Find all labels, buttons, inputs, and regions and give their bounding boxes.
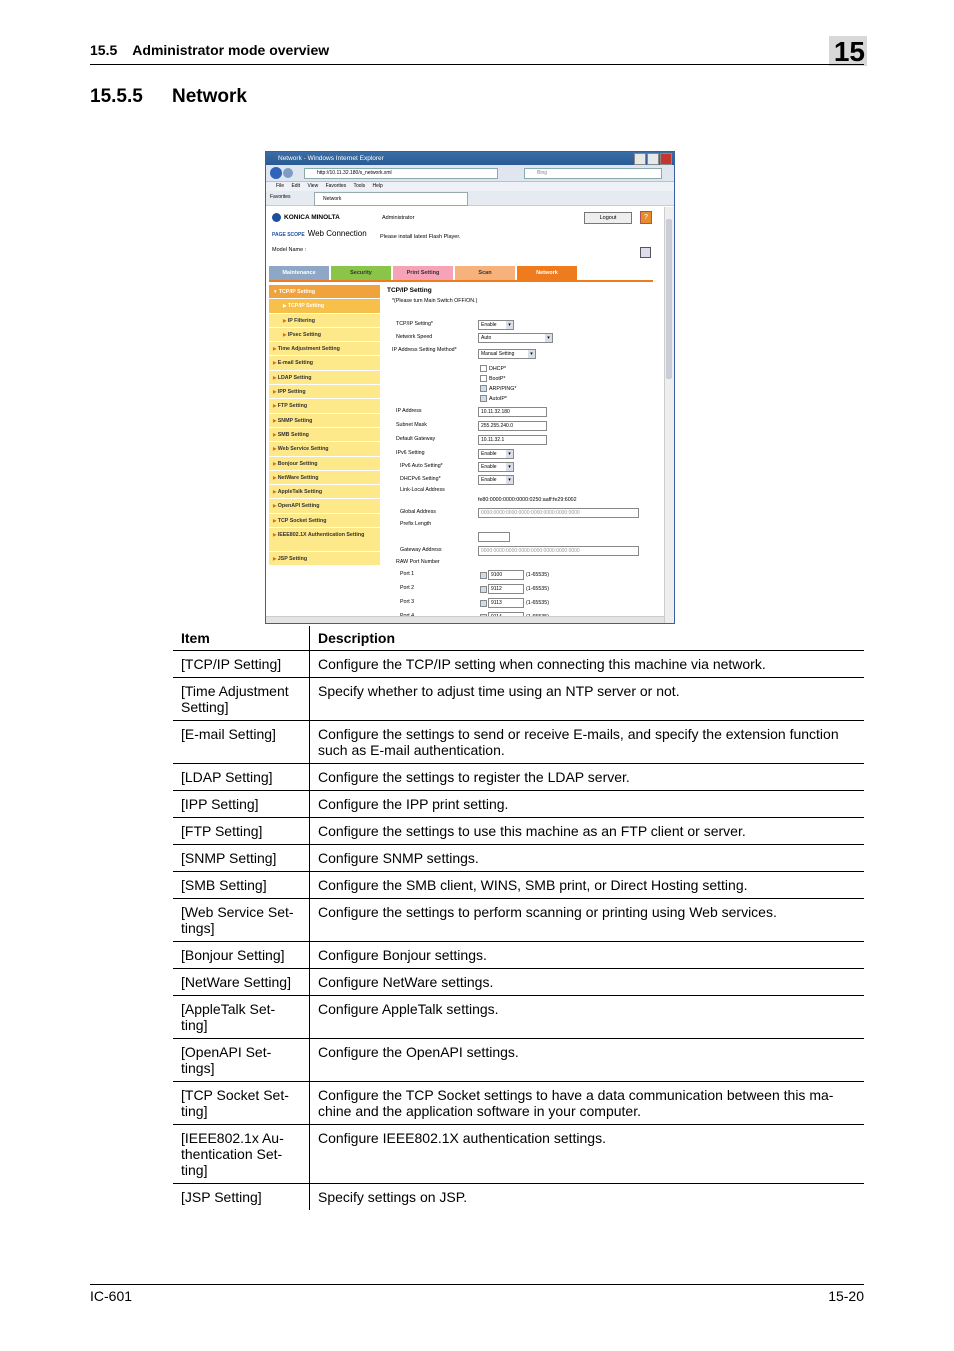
linklocal-label: Link-Local Address bbox=[400, 487, 445, 493]
cell-description: Specify settings on JSP. bbox=[318, 1189, 468, 1205]
sidebar-item[interactable]: ▶ IPP Setting bbox=[269, 385, 380, 399]
prefix-label: Prefix Length bbox=[400, 521, 432, 527]
cell-item: [SNMP Setting] bbox=[173, 845, 310, 872]
admin-label: Administrator bbox=[382, 215, 415, 221]
table-row bbox=[173, 651, 864, 678]
window-title: Network - Windows Internet Explorer bbox=[278, 155, 384, 162]
sidebar-item[interactable]: ▶ AppleTalk Setting bbox=[269, 485, 380, 499]
table-row bbox=[173, 845, 864, 872]
gwaddr-label: Gateway Address bbox=[400, 547, 442, 553]
footer-page-number: 15-20 bbox=[828, 1288, 864, 1304]
tab-maintenance[interactable]: Maintenance bbox=[269, 266, 329, 280]
cell-description: Configure the IPP print setting. bbox=[310, 791, 865, 818]
mask-input[interactable]: 255.255.240.0 bbox=[478, 421, 547, 431]
table-row bbox=[173, 1125, 864, 1184]
sidebar-item[interactable]: ▶ IEEE802.1X Authentication Setting bbox=[269, 528, 380, 552]
table-row bbox=[173, 818, 864, 845]
table-row bbox=[173, 996, 864, 1039]
section-heading bbox=[90, 86, 247, 108]
sidebar-item[interactable]: ▶ NetWare Setting bbox=[269, 471, 380, 485]
web-connection-logo: PAGE SCOPE Web Connection bbox=[272, 229, 367, 238]
web-page bbox=[266, 207, 664, 623]
form-title: TCP/IP Setting bbox=[387, 287, 432, 294]
port3-input[interactable]: 9113 bbox=[488, 598, 524, 608]
ipv6-label: IPv6 Setting bbox=[396, 450, 425, 456]
cell-item: [Time Adjustment Setting] bbox=[173, 678, 310, 721]
gateway-input[interactable]: 10.11.32.1 bbox=[478, 435, 547, 445]
mode-tabs bbox=[269, 266, 579, 280]
speed-select[interactable]: Auto ▾ bbox=[478, 333, 553, 343]
cell-item: [Bonjour Setting] bbox=[173, 942, 310, 969]
arp-checkbox[interactable]: ARP/PING* bbox=[480, 385, 516, 392]
cell-description: Configure IEEE802.1X authentication settings. bbox=[310, 1125, 865, 1184]
scrollbar-thumb[interactable] bbox=[666, 219, 672, 379]
cell-description: Configure the TCP/IP setting when connecting this machine via network. bbox=[310, 651, 865, 678]
table-row bbox=[173, 791, 864, 818]
table-header-row bbox=[173, 626, 864, 651]
sidebar-item[interactable]: ▶ E-mail Setting bbox=[269, 356, 380, 370]
settings-table bbox=[173, 626, 864, 1210]
footer-rule bbox=[90, 1284, 864, 1285]
ipv6-select[interactable]: Enable ▾ bbox=[478, 449, 514, 459]
cell-description: Configure NetWare settings. bbox=[310, 969, 865, 996]
port1-label: Port 1 bbox=[400, 571, 415, 577]
tcpip-select[interactable]: Enable ▾ bbox=[478, 320, 514, 330]
dhcpv6-select[interactable]: Enable ▾ bbox=[478, 475, 514, 485]
running-header-section: 15.5 Administrator mode overview bbox=[90, 42, 330, 58]
gwaddr-input[interactable]: 0000:0000:0000:0000:0000:0000:0000:0000 bbox=[478, 546, 639, 556]
cell-item: [JSP Setting] bbox=[173, 1184, 310, 1211]
table-row bbox=[173, 1184, 864, 1211]
cell-item: [SMB Setting] bbox=[173, 872, 310, 899]
maximize-icon[interactable] bbox=[647, 153, 659, 165]
sidebar-item[interactable]: ▶ Time Adjustment Setting bbox=[269, 342, 380, 356]
ipv6auto-select[interactable]: Enable ▾ bbox=[478, 462, 514, 472]
cell-item: [OpenAPI Set-tings] bbox=[173, 1039, 310, 1082]
dhcpv6-label: DHCPv6 Setting* bbox=[400, 476, 441, 482]
sidebar-item[interactable]: ▶ IPsec Setting bbox=[269, 328, 380, 342]
raw-port-label: RAW Port Number bbox=[396, 559, 440, 565]
cell-description: Configure the settings to use this machine as an FTP client or server. bbox=[310, 818, 865, 845]
cell-item: [E-mail Setting] bbox=[173, 721, 310, 764]
cell-item: [Web Service Set-tings] bbox=[173, 899, 310, 942]
cell-description: Configure the settings to send or receive E-mails, and specify the extension function such as E-mail authentication. bbox=[310, 721, 865, 764]
header-rule bbox=[90, 64, 864, 65]
cell-item: [TCP Socket Set-ting] bbox=[173, 1082, 310, 1125]
port2-input[interactable]: 9112 bbox=[488, 584, 524, 594]
table-row bbox=[173, 872, 864, 899]
table-row bbox=[173, 678, 864, 721]
autoip-checkbox[interactable]: AutoIP* bbox=[480, 395, 507, 402]
cell-description: Configure the settings to register the LDAP server. bbox=[310, 764, 865, 791]
section-number: 15.5.5 bbox=[90, 86, 143, 107]
bootp-checkbox[interactable]: BootP* bbox=[480, 375, 506, 382]
minimize-icon[interactable] bbox=[634, 153, 646, 165]
tab-security[interactable]: Security bbox=[331, 266, 391, 280]
ip-input[interactable]: 10.11.32.180 bbox=[478, 407, 547, 417]
sidebar-item[interactable]: ▶ IP Filtering bbox=[269, 314, 380, 328]
method-label: IP Address Setting Method* bbox=[392, 347, 457, 353]
tcpip-label: TCP/IP Setting* bbox=[396, 321, 433, 327]
sidebar-item[interactable]: ▶ SNMP Setting bbox=[269, 414, 380, 428]
horizontal-scrollbar[interactable] bbox=[266, 616, 664, 623]
table-row bbox=[173, 969, 864, 996]
sidebar-item[interactable]: ▶ TCP/IP Setting bbox=[269, 299, 380, 313]
vertical-scrollbar[interactable] bbox=[664, 207, 674, 623]
cell-item: [FTP Setting] bbox=[173, 818, 310, 845]
cell-item: [AppleTalk Set-ting] bbox=[173, 996, 310, 1039]
table-row bbox=[173, 764, 864, 791]
cell-description: Specify whether to adjust time using an NTP server or not. bbox=[310, 678, 865, 721]
footer-model: IC-601 bbox=[90, 1288, 133, 1304]
port1-input[interactable]: 9100 bbox=[488, 570, 524, 580]
logout-button[interactable]: Logout bbox=[584, 212, 632, 224]
port2-label: Port 2 bbox=[400, 585, 415, 591]
cell-item: [NetWare Setting] bbox=[173, 969, 310, 996]
sidebar-item[interactable]: ▼ TCP/IP Setting bbox=[269, 285, 380, 299]
cell-description: Configure Bonjour settings. bbox=[310, 942, 865, 969]
model-name: Model Name : bbox=[272, 247, 307, 253]
prefix-input[interactable] bbox=[478, 532, 510, 542]
window-titlebar bbox=[266, 152, 674, 165]
tab-scan[interactable]: Scan bbox=[455, 266, 515, 280]
cell-item: [TCP/IP Setting] bbox=[173, 651, 310, 678]
global-input[interactable]: 0000:0000:0000:0000:0000:0000:0000:0000 bbox=[478, 508, 639, 518]
global-label: Global Address bbox=[400, 509, 436, 515]
favorites-bar bbox=[266, 191, 674, 206]
forward-icon[interactable] bbox=[283, 168, 293, 178]
favorites-button[interactable]: Favorites bbox=[270, 194, 291, 200]
sidebar-item[interactable]: ▶ Bonjour Setting bbox=[269, 457, 380, 471]
ip-label: IP Address bbox=[396, 408, 422, 414]
back-icon[interactable] bbox=[270, 167, 282, 179]
port3-label: Port 3 bbox=[400, 599, 415, 605]
browser-tab[interactable]: Network bbox=[314, 192, 468, 206]
chapter-number-badge: 15 bbox=[829, 36, 867, 66]
gateway-label: Default Gateway bbox=[396, 436, 436, 442]
cell-description: Configure the TCP Socket settings to have a data communication between this ma-chine and the application software in your computer. bbox=[310, 1082, 865, 1125]
browser-screenshot bbox=[265, 151, 675, 624]
sidebar-item[interactable]: ▶ Web Service Setting bbox=[269, 442, 380, 456]
cell-description: Configure the settings to perform scanning or printing using Web services. bbox=[310, 899, 865, 942]
sidebar-item[interactable]: ▶ FTP Setting bbox=[269, 399, 380, 413]
url-field[interactable]: http://10.11.32.180/s_network.xml bbox=[304, 168, 498, 179]
flash-notice: Please install latest Flash Player. bbox=[380, 234, 461, 240]
address-bar bbox=[266, 165, 674, 182]
cell-description: Configure AppleTalk settings. bbox=[310, 996, 865, 1039]
cell-description: Configure the SMB client, WINS, SMB print, or Direct Hosting setting. bbox=[310, 872, 865, 899]
konica-minolta-logo: KONICA MINOLTA bbox=[272, 213, 340, 222]
help-button[interactable]: ? bbox=[640, 211, 652, 224]
cell-item: [IPP Setting] bbox=[173, 791, 310, 818]
table-row bbox=[173, 899, 864, 942]
search-field[interactable]: Bing bbox=[524, 168, 662, 179]
table-row bbox=[173, 1082, 864, 1125]
cell-item: [IEEE802.1x Au-thentication Set-ting] bbox=[173, 1125, 310, 1184]
table-row bbox=[173, 721, 864, 764]
sidebar-item[interactable]: ▶ TCP Socket Setting bbox=[269, 514, 380, 528]
column-header-description: Description bbox=[310, 626, 865, 651]
form-note: *(Please turn Main Switch OFF/ON.) bbox=[392, 298, 478, 304]
refresh-icon[interactable] bbox=[640, 247, 651, 258]
cell-description: Configure SNMP settings. bbox=[310, 845, 865, 872]
linklocal-value: fe80:0000:0000:0000:0250:aaff:fe29:6002 bbox=[478, 497, 577, 503]
cell-item: [LDAP Setting] bbox=[173, 764, 310, 791]
tab-print-setting[interactable]: Print Setting bbox=[393, 266, 453, 280]
sidebar-item[interactable]: ▶ SMB Setting bbox=[269, 428, 380, 442]
port2-range: (1-65535) bbox=[526, 586, 549, 592]
sidebar-item[interactable]: ▶ LDAP Setting bbox=[269, 371, 380, 385]
port1-range: (1-65535) bbox=[526, 572, 549, 578]
table-row bbox=[173, 942, 864, 969]
mask-label: Subnet Mask bbox=[396, 422, 427, 428]
table-row bbox=[173, 1039, 864, 1082]
port3-range: (1-65535) bbox=[526, 600, 549, 606]
ipv6auto-label: IPv6 Auto Setting* bbox=[400, 463, 443, 469]
column-header-item: Item bbox=[173, 626, 310, 651]
menu-bar[interactable]: File Edit View Favorites Tools Help bbox=[266, 182, 674, 191]
speed-label: Network Speed bbox=[396, 334, 433, 340]
close-icon[interactable] bbox=[660, 153, 672, 165]
section-title: Network bbox=[172, 86, 247, 107]
sidebar-item[interactable]: ▶ JSP Setting bbox=[269, 552, 380, 566]
tab-network[interactable]: Network bbox=[517, 266, 577, 280]
dhcp-checkbox[interactable]: DHCP* bbox=[480, 365, 506, 372]
tab-underline bbox=[269, 280, 653, 282]
method-select[interactable]: Manual Setting ▾ bbox=[478, 349, 536, 359]
sidebar-item[interactable]: ▶ OpenAPI Setting bbox=[269, 499, 380, 513]
cell-description: Configure the OpenAPI settings. bbox=[310, 1039, 865, 1082]
sidebar-menu bbox=[269, 285, 380, 566]
